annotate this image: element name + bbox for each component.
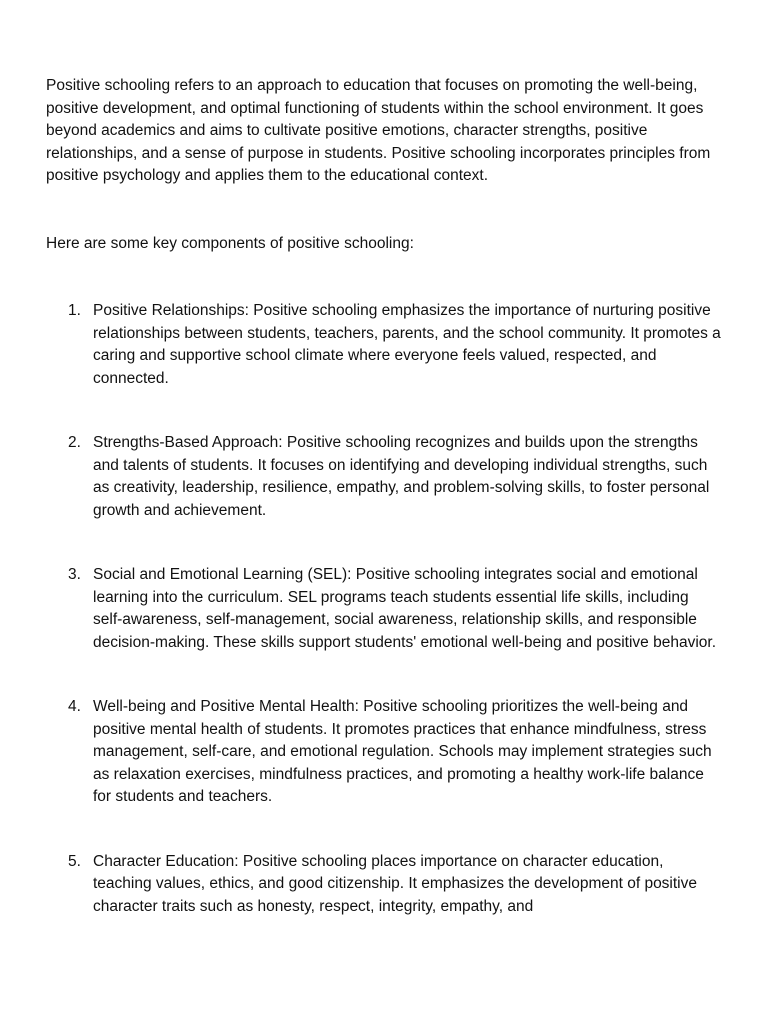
document-body xyxy=(46,75,722,960)
list-item-text: Social and Emotional Learning (SEL): Positive schooling integrates social and emotional learning into the curriculum. SEL programs teach students essential life skills, including self-awareness, self-management, social awareness, relationship skills, and responsible decision-making. These skills support students' emotional well-being and positive behavior. xyxy=(93,566,717,651)
list-item-social-emotional-learning xyxy=(46,564,722,654)
list-item-positive-relationships xyxy=(46,300,722,390)
list-item-number: 3. xyxy=(68,566,81,583)
list-item-text: Positive Relationships: Positive schooling emphasizes the importance of nurturing positive relationships between students, teachers, parents, and the school community. It promotes a caring and supportive school climate where everyone feels valued, respected, and connected. xyxy=(93,302,721,387)
list-item-number: 2. xyxy=(68,434,81,451)
list-item-text: Well-being and Positive Mental Health: Positive schooling prioritizes the well-being and positive mental health of students. It promotes practices that enhance mindfulness, stress management, self-care, and emotional regulation. Schools may implement strategies such as relaxation exercises, mindfulness practices, and promoting a healthy work-life balance for students and teachers. xyxy=(93,698,712,805)
components-lead-paragraph: Here are some key components of positive schooling: xyxy=(46,234,414,252)
list-item-strengths-based-approach xyxy=(46,432,722,522)
list-item-number: 4. xyxy=(68,698,81,715)
list-item-text: Strengths-Based Approach: Positive schooling recognizes and builds upon the strengths and talents of students. It focuses on identifying and developing individual strengths, such as creativity, leadership, resilience, empathy, and problem-solving skills, to foster personal growth and achievement. xyxy=(93,434,710,519)
list-item-well-being-mental-health xyxy=(46,696,722,809)
intro-paragraph: Positive schooling refers to an approach to education that focuses on promoting the well-being, positive development, and optimal functioning of students within the school environment. It goes beyond academics and aims to cultivate positive emotions, character strengths, positive relationships, and a sense of purpose in students. Positive schooling incorporates principles from positive psychology and applies them to the educational context. xyxy=(46,77,711,184)
list-item-text: Character Education: Positive schooling places importance on character education, teaching values, ethics, and good citizenship. It emphasizes the development of positive character traits such as honesty, respect, integrity, empathy, and xyxy=(93,852,698,915)
list-item-number: 1. xyxy=(68,302,81,319)
list-item-character-education xyxy=(46,851,722,919)
components-list xyxy=(46,300,722,918)
list-item-number: 5. xyxy=(68,852,81,870)
